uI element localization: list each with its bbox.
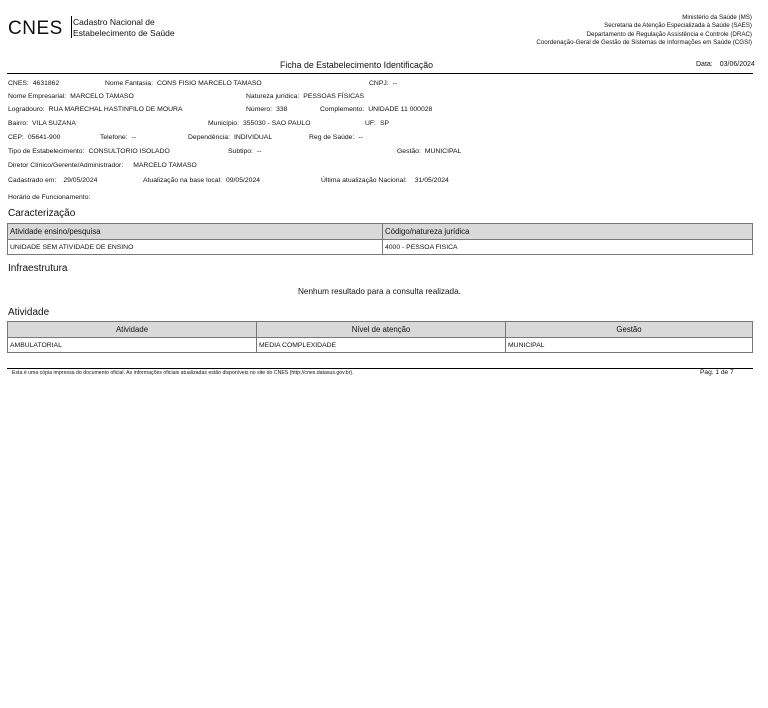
footer-rule <box>7 368 753 369</box>
field-label: CNPJ: <box>369 80 389 87</box>
field-value: UNIDADE 11 000028 <box>368 106 433 113</box>
field-value: -- <box>131 134 137 141</box>
no-results-message: Nenhum resultado para a consulta realizada. <box>298 287 461 296</box>
field-reg-saude <box>309 134 363 141</box>
institution-line-1: Ministério da Saúde (MS) <box>682 14 752 21</box>
field-value: 05641-900 <box>27 134 61 141</box>
field-natureza <box>246 93 364 100</box>
table-cell: MEDIA COMPLEXIDADE <box>257 338 506 353</box>
field-label: Tipo de Estabelecimento: <box>8 148 85 155</box>
table-cell: 4000 - PESSOA FISICA <box>383 240 753 255</box>
field-nome-empresarial <box>8 93 134 100</box>
field-diretor <box>8 162 197 169</box>
date-value: 03/06/2024 <box>719 61 755 68</box>
page-number: Pag. 1 de 7 <box>700 369 734 376</box>
field-value: CONSULTORIO ISOLADO <box>88 148 170 155</box>
institution-line-4: Coordenação-Geral de Gestão de Sistemas de Informações em Saúde (CGSI) <box>536 39 752 47</box>
institution-line-3: Departamento de Regulação Assistência e Controle (DRAC) <box>586 30 752 38</box>
table-cell: AMBULATORIAL <box>8 338 257 353</box>
header-rule <box>7 73 753 74</box>
field-horario <box>8 194 90 201</box>
field-value: VILA SUZANA <box>32 120 76 127</box>
field-label: CNES: <box>8 80 29 87</box>
column-header: Atividade ensino/pesquisa <box>8 224 383 240</box>
field-label: Município: <box>208 120 239 127</box>
field-cnes <box>8 80 59 87</box>
subtitle-line-2: Estabelecimento de Saúde <box>73 28 175 38</box>
field-gestao <box>397 148 461 155</box>
cnes-logo: CNES <box>8 18 63 39</box>
field-value: 4631862 <box>32 80 60 87</box>
field-value: CONS FISIO MARCELO TAMASO <box>156 80 262 87</box>
column-header: Nível de atenção <box>257 322 506 338</box>
field-label: CEP: <box>8 134 24 141</box>
field-uf <box>365 120 389 127</box>
field-value: INDIVIDUAL <box>233 134 273 141</box>
logo-divider <box>71 16 72 38</box>
field-value: 29/05/2024 <box>63 177 98 184</box>
field-value: -- <box>256 148 262 155</box>
field-label: Bairro: <box>8 120 29 127</box>
field-atualizacao-local <box>143 177 260 184</box>
field-cep <box>8 134 60 141</box>
section-infraestrutura-heading: Infraestrutura <box>8 263 68 274</box>
field-value: 338 <box>276 106 288 113</box>
field-value: SP <box>379 120 390 127</box>
field-label: Nome Fantasia: <box>105 80 153 87</box>
field-cnpj <box>369 80 397 87</box>
date-label: Data: <box>696 61 713 68</box>
field-label: Subtipo: <box>228 148 253 155</box>
subtitle-line-1: Cadastro Nacional de <box>73 17 155 27</box>
table-cell: MUNICIPAL <box>506 338 753 353</box>
footer-note: Esta é uma cópia impressa do documento oficial. As informações oficiais atualizadas estão disponíveis no site do CNES (http://cnes.datasus.gov.br). <box>12 370 354 376</box>
field-label: Logradouro: <box>8 106 45 113</box>
field-label: Natureza jurídica: <box>246 93 300 100</box>
institution-line-2: Secretaria de Atenção Especializada à Saúde (SAES) <box>604 22 752 30</box>
section-atividade-heading: Atividade <box>8 307 50 318</box>
column-header: Código/natureza jurídica <box>383 224 753 240</box>
header-institution <box>536 14 752 48</box>
field-telefone <box>100 134 136 141</box>
field-municipio <box>208 120 311 127</box>
field-value: MARCELO TAMASO <box>70 93 134 100</box>
field-label: Nome Empresarial: <box>8 93 67 100</box>
field-complemento <box>320 106 432 113</box>
field-label: UF: <box>365 120 376 127</box>
page-title: Ficha de Estabelecimento Identificação <box>280 60 434 70</box>
field-label: Gestão: <box>397 148 421 155</box>
field-label: Dependência: <box>188 134 230 141</box>
table-header-row <box>8 322 753 338</box>
field-value: 31/05/2024 <box>414 177 449 184</box>
field-cadastrado <box>8 177 97 184</box>
field-tipo <box>8 148 170 155</box>
field-nome-fantasia <box>105 80 262 87</box>
field-logradouro <box>8 106 182 113</box>
column-header: Gestão <box>506 322 753 338</box>
field-value: MUNICIPAL <box>424 148 462 155</box>
field-label: Diretor Clínico/Gerente/Administrador: <box>8 162 124 169</box>
field-value: MARCELO TAMASO <box>133 162 197 169</box>
field-value: -- <box>392 80 398 87</box>
field-value: RUA MARECHAL HASTINFILO DE MOURA <box>48 106 183 113</box>
header-subtitle <box>73 17 175 39</box>
column-header: Atividade <box>8 322 257 338</box>
field-value: 355030 - SAO PAULO <box>242 120 311 127</box>
table-row <box>8 338 753 353</box>
field-label: Última atualização Nacional: <box>321 177 407 184</box>
field-bairro <box>8 120 76 127</box>
field-value: -- <box>358 134 363 141</box>
field-numero <box>246 106 287 113</box>
field-label: Reg de Saúde: <box>309 134 355 141</box>
caracterizacao-table <box>7 223 753 255</box>
table-header-row <box>8 224 753 240</box>
field-label: Atualização na base local: <box>143 177 222 184</box>
report-date <box>696 61 755 68</box>
field-subtipo <box>228 148 261 155</box>
field-atualizacao-nacional <box>321 177 449 184</box>
field-dependencia <box>188 134 272 141</box>
table-row <box>8 240 753 255</box>
field-label: Número: <box>246 106 273 113</box>
atividade-table <box>7 321 753 353</box>
table-cell: UNIDADE SEM ATIVIDADE DE ENSINO <box>8 240 383 255</box>
field-label: Horário de Funcionamento: <box>8 194 91 201</box>
field-value: PESSOAS FÍSICAS <box>303 93 365 100</box>
field-label: Telefone: <box>100 134 128 141</box>
field-value: 09/05/2024 <box>225 177 261 184</box>
field-label: Complemento: <box>320 106 365 113</box>
field-label: Cadastrado em: <box>8 177 57 184</box>
section-caracterizacao-heading: Caracterização <box>8 208 76 219</box>
